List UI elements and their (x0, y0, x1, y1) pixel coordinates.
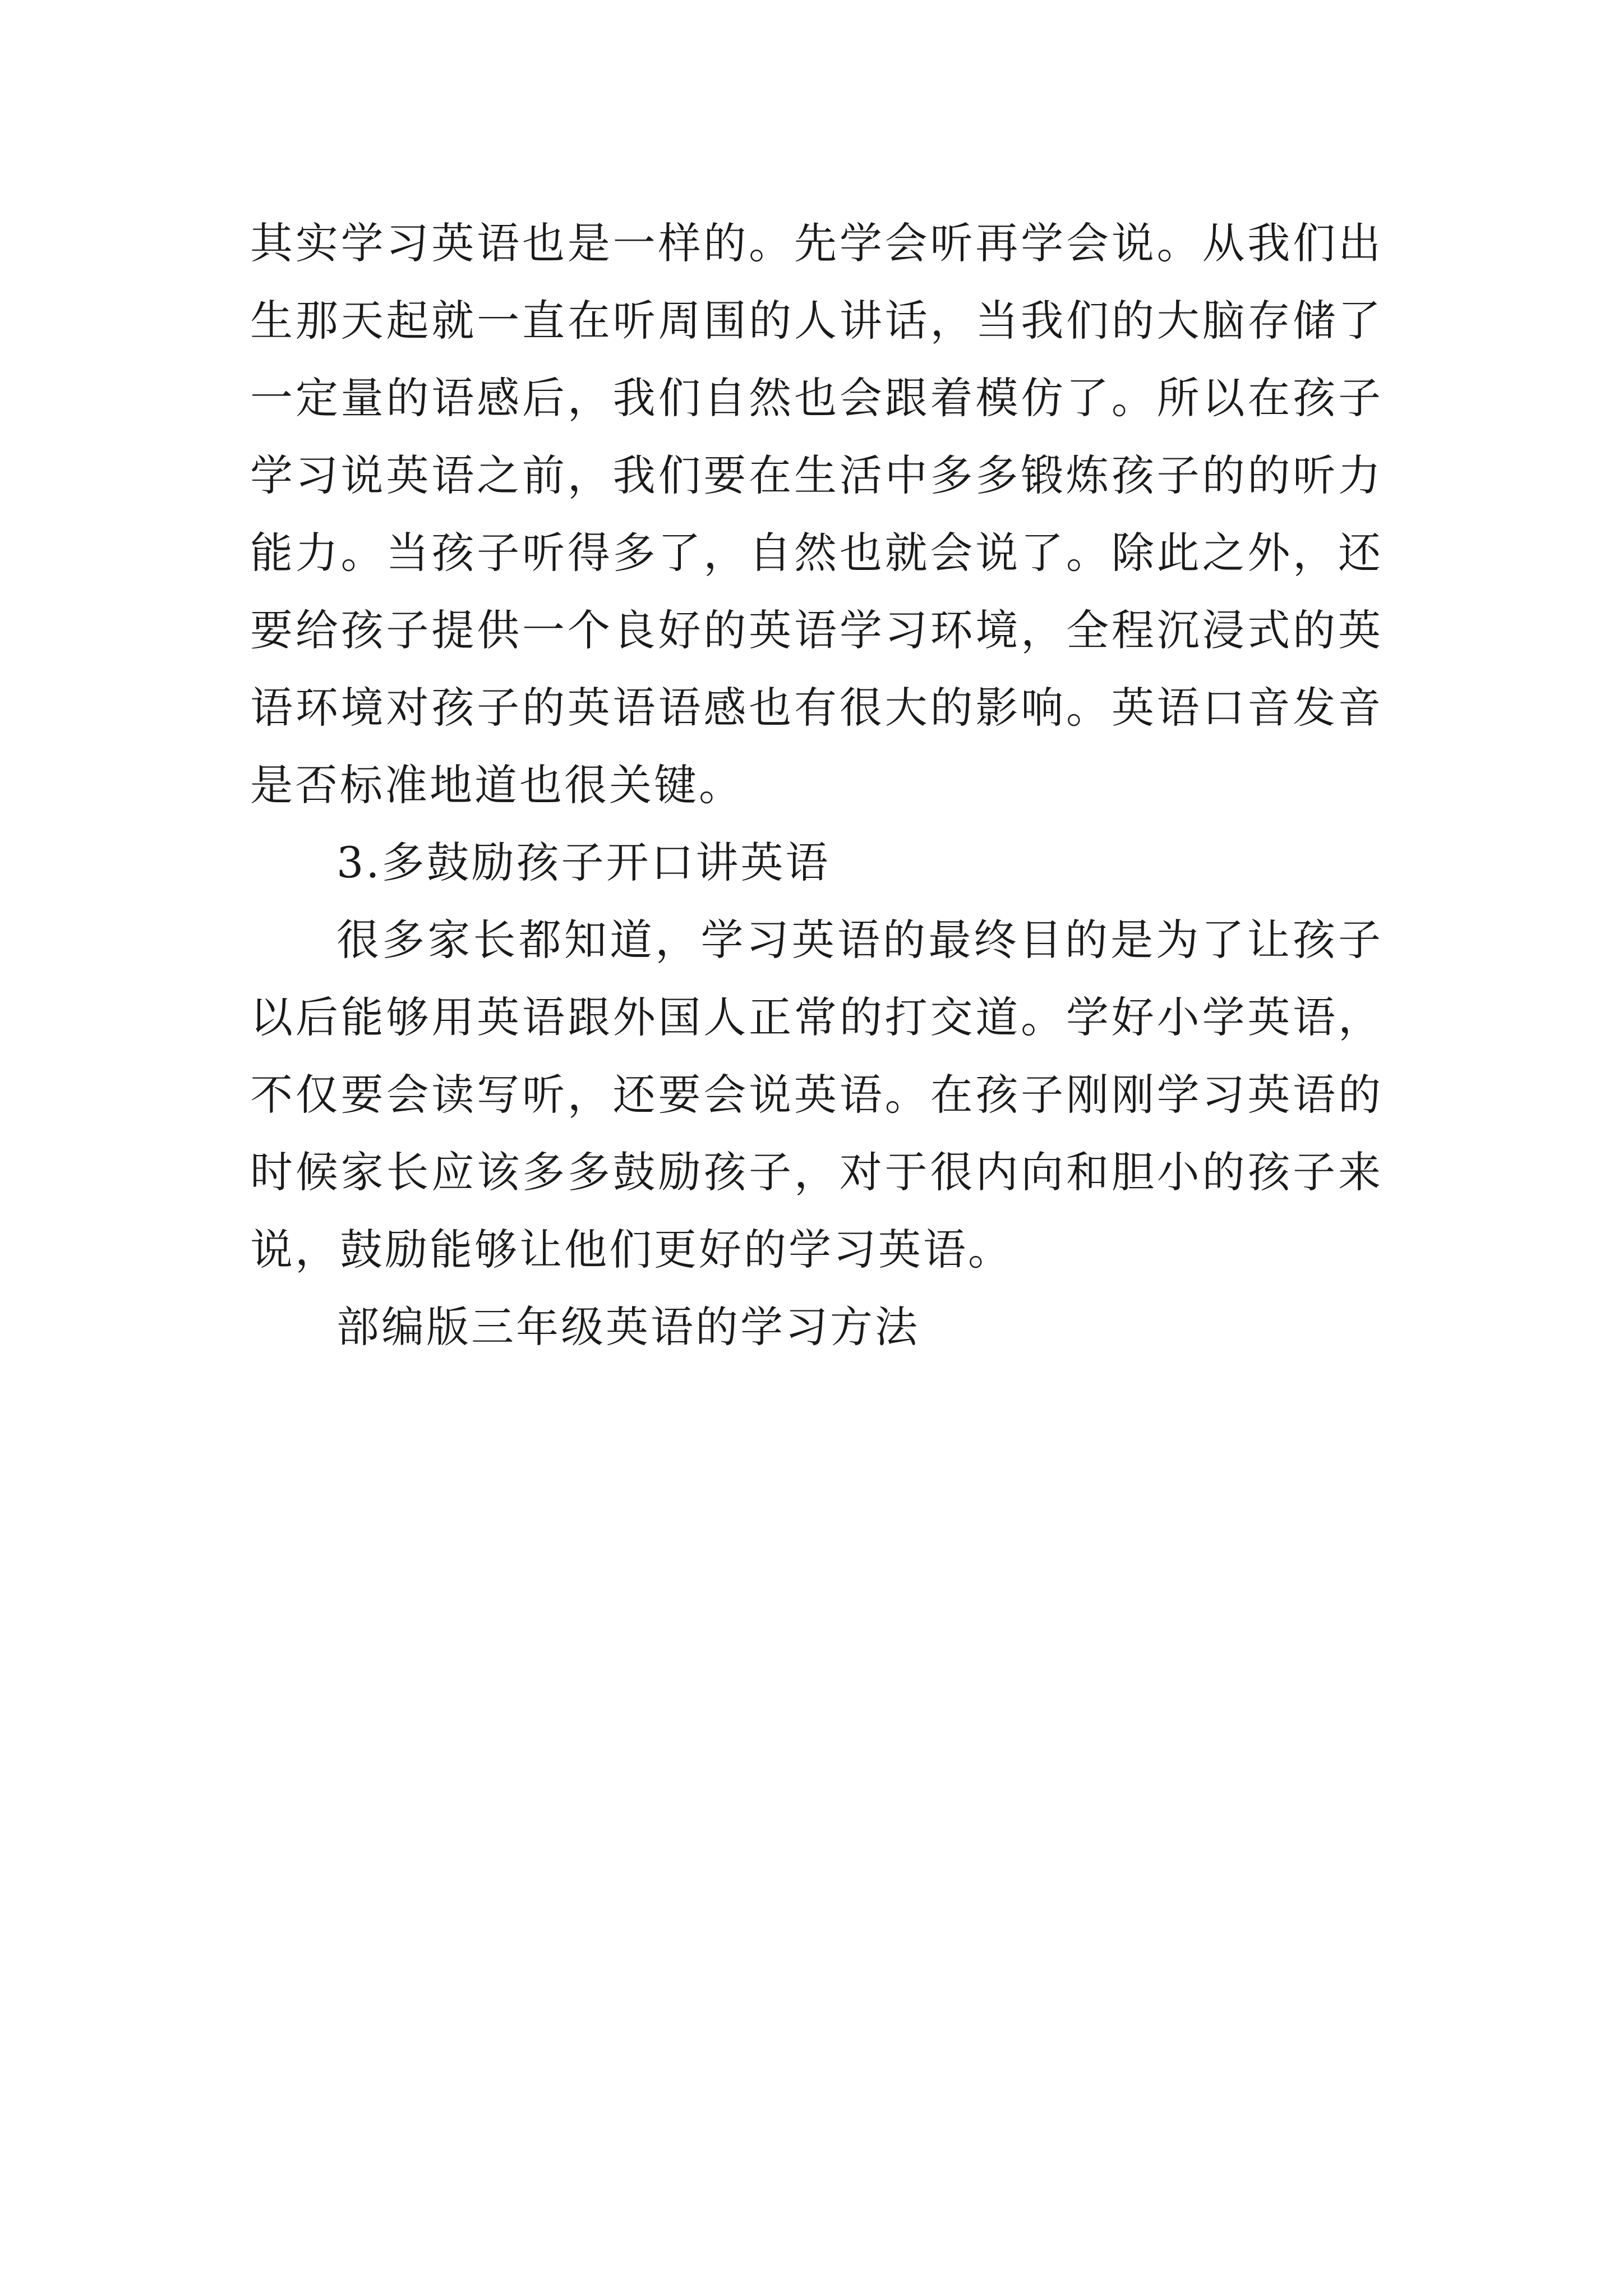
paragraph-continuation: 其实学习英语也是一样的。先学会听再学会说。从我们出生那天起就一直在听周围的人讲话，当我们的大脑存储了一定量的语感后，我们自然也会跟着模仿了。所以在孩子学习说英语之前，我们要在生活中多多锻炼孩子的的听力能力。当孩子听得多了，自然也就会说了。除此之外，还要给孩子提供一个良好的英语学习环境，全程沉浸式的英语环境对孩子的英语语感也有很大的影响。英语口音发音是否标准地道也很关键。 (250, 218, 1383, 810)
section-heading: 3.多鼓励孩子开口讲英语 (336, 838, 831, 887)
article-title: 部编版三年级英语的学习方法 (336, 1302, 920, 1352)
document-body (250, 205, 1383, 1366)
paragraph-encourage-speaking: 很多家长都知道，学习英语的最终目的是为了让孩子以后能够用英语跟外国人正常的打交道。学好小学英语，不仅要会读写听，还要会说英语。在孩子刚刚学习英语的时候家长应该多多鼓励孩子，对于很内向和胆小的孩子来说，鼓励能够让他们更好的学习英语。 (250, 915, 1383, 1274)
